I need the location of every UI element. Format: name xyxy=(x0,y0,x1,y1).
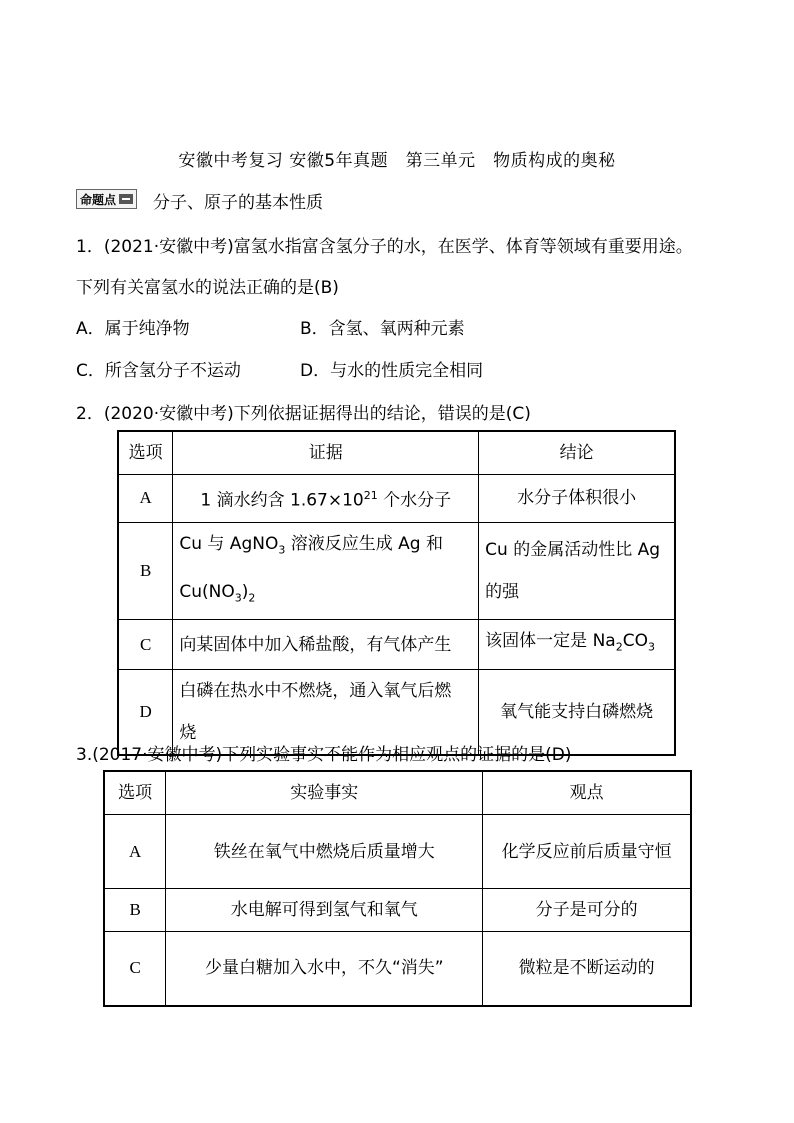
q2-table xyxy=(117,430,676,756)
subscript: 2 xyxy=(248,591,256,605)
evidence-line-2 xyxy=(179,571,472,619)
table-row xyxy=(104,815,691,889)
text: 溶液反应生成 Ag 和 xyxy=(285,533,443,554)
table-row xyxy=(104,932,691,1006)
subscript: 2 xyxy=(615,640,623,654)
table-header-row xyxy=(118,431,675,475)
header-option: 选项 xyxy=(104,771,166,815)
view-cell: 分子是可分的 xyxy=(483,889,691,932)
evidence-line-2: 烧 xyxy=(179,722,197,743)
q1-line1: 1．(2021·安徽中考)富氢水指富含氢分子的水，在医学、体育等领域有重要用途。 xyxy=(76,237,693,257)
q3-table xyxy=(103,770,692,1007)
view-cell: 微粒是不断运动的 xyxy=(483,932,691,1006)
evidence-text-end: 个水分子 xyxy=(377,490,452,511)
q1-option-d: D．与水的性质完全相同 xyxy=(300,361,484,381)
option-cell: C xyxy=(104,932,166,1006)
fact-cell: 少量白糖加入水中，不久“消失” xyxy=(166,932,483,1006)
text: Cu 与 AgNO xyxy=(179,533,279,554)
table-row xyxy=(118,475,675,523)
conclusion-cell: 氧气能支持白磷燃烧 xyxy=(479,669,675,755)
header-conclusion: 结论 xyxy=(479,431,675,475)
q1-option-b: B．含氢、氧两种元素 xyxy=(300,319,465,339)
table-row xyxy=(118,620,675,669)
view-cell: 化学反应前后质量守恒 xyxy=(483,815,691,889)
conclusion-cell xyxy=(479,522,675,620)
q1-option-c: C．所含氢分子不运动 xyxy=(76,361,241,381)
topic-badge xyxy=(76,189,137,209)
text: ) xyxy=(241,582,249,603)
header-fact: 实验事实 xyxy=(166,771,483,815)
q3-stem: 3.(2017·安徽中考)下列实验事实不能作为相应观点的证据的是(D) xyxy=(76,745,572,765)
subscript: 3 xyxy=(278,543,286,557)
topic-heading: 分子、原子的基本性质 xyxy=(153,193,323,213)
text: CO xyxy=(622,631,648,652)
table-row xyxy=(118,522,675,620)
subscript: 3 xyxy=(234,591,242,605)
subscript: 3 xyxy=(647,640,655,654)
exponent: 21 xyxy=(363,489,378,502)
conclusion-line-2: 的强 xyxy=(485,582,520,603)
page-title: 安徽中考复习 安徽5年真题 第三单元 物质构成的奥秘 xyxy=(178,151,616,171)
option-cell: C xyxy=(118,620,173,669)
q2-stem: 2．(2020·安徽中考)下列依据证据得出的结论，错误的是(C) xyxy=(76,404,531,424)
text: 该固体一定是 Na xyxy=(485,631,616,652)
fact-cell: 铁丝在氧气中燃烧后质量增大 xyxy=(166,815,483,889)
option-cell: B xyxy=(104,889,166,932)
header-option: 选项 xyxy=(118,431,173,475)
conclusion-cell xyxy=(479,620,675,669)
evidence-text: 1 滴水约含 1.67×10 xyxy=(200,490,364,511)
option-cell: A xyxy=(104,815,166,889)
badge-label: 命题点 xyxy=(80,192,117,207)
header-evidence: 证据 xyxy=(173,431,479,475)
option-cell: D xyxy=(118,669,173,755)
evidence-cell: 向某固体中加入稀盐酸，有气体产生 xyxy=(173,620,479,669)
header-view: 观点 xyxy=(483,771,691,815)
conclusion-line-1: Cu 的金属活动性比 Ag xyxy=(485,540,661,561)
evidence-cell xyxy=(173,522,479,620)
fact-cell: 水电解可得到氢气和氧气 xyxy=(166,889,483,932)
option-cell: B xyxy=(118,522,173,620)
table-row xyxy=(104,889,691,932)
conclusion-cell: 水分子体积很小 xyxy=(479,475,675,523)
number-one-icon xyxy=(119,194,133,204)
evidence-line-1 xyxy=(179,523,472,571)
evidence-line-1: 白磷在热水中不燃烧，通入氧气后燃 xyxy=(179,680,452,701)
q1-option-a: A．属于纯净物 xyxy=(76,319,190,339)
q1-line2: 下列有关富氢水的说法正确的是(B) xyxy=(76,278,339,298)
text: Cu(NO xyxy=(179,582,235,603)
option-cell: A xyxy=(118,475,173,523)
evidence-cell xyxy=(173,475,479,523)
table-header-row xyxy=(104,771,691,815)
